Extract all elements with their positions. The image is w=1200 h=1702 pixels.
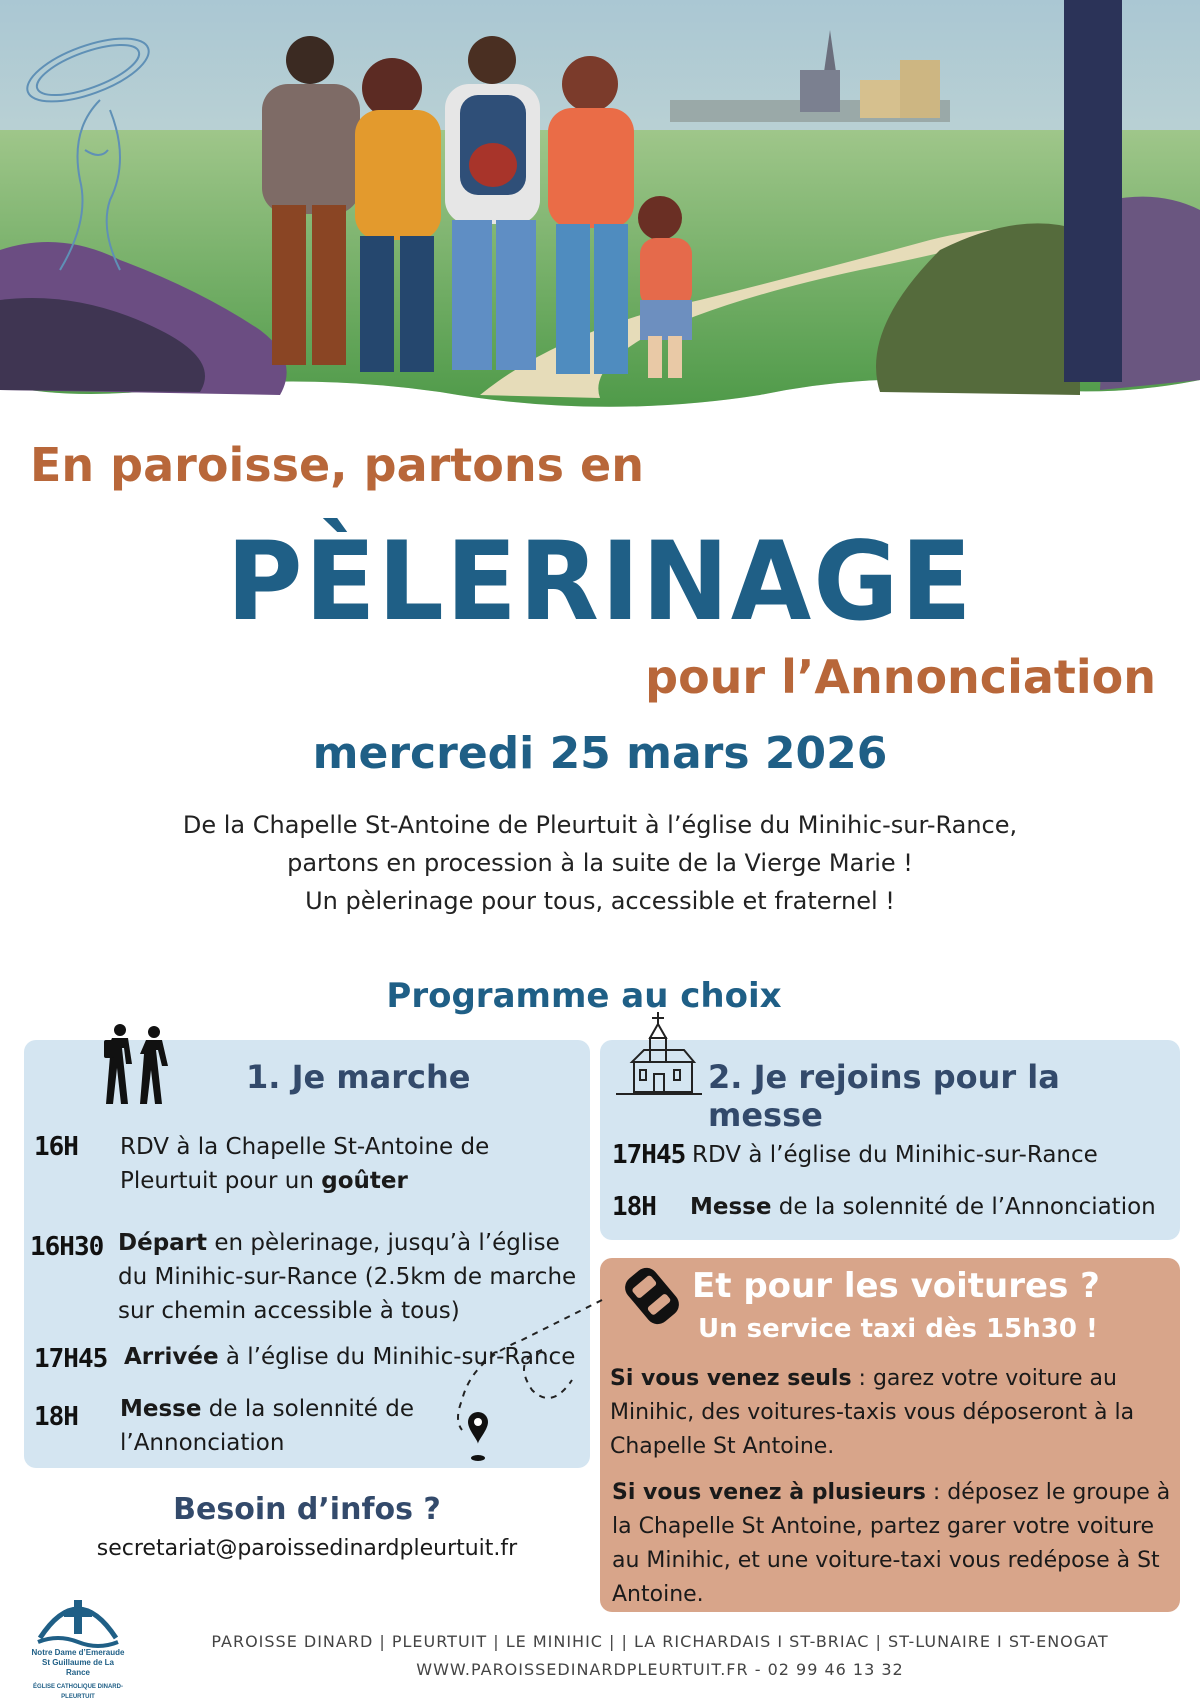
intro-line-3: Un pèlerinage pour tous, accessible et fraternel ! xyxy=(305,887,895,915)
walk-item-3: Arrivée à l’église du Minihic-sur-Rance xyxy=(124,1344,576,1370)
walk-item-2: Départ en pèlerinage, jusqu’à l’église du Minihic-sur-Rance (2.5km de marche sur chemin accessible à tous) xyxy=(118,1230,577,1324)
mass-item-1: RDV à l’église du Minihic-sur-Rance xyxy=(692,1142,1098,1168)
event-date: mercredi 25 mars 2026 xyxy=(312,728,888,779)
walk-time-2: 16H30 xyxy=(30,1232,104,1262)
car-paragraph-1: Si vous venez seuls : garez votre voiture au Minihic, des voitures-taxis vous déposeront à la Chapelle St Antoine. xyxy=(610,1366,1135,1459)
walk-time-1: 16H xyxy=(34,1132,78,1162)
hero-illustration xyxy=(0,0,1200,420)
programme-title: Programme au choix xyxy=(386,976,782,1016)
mass-item-2: Messe de la solennité de l’Annonciation xyxy=(690,1194,1156,1220)
footer-parishes: PAROISSE DINARD | PLEURTUIT | LE MINIHIC | | LA RICHARDAIS I ST-BRIAC | ST-LUNAIRE I ST-ENOGAT xyxy=(211,1632,1109,1651)
intro-line-1: De la Chapelle St-Antoine de Pleurtuit à l’église du Minihic-sur-Rance, xyxy=(182,811,1018,839)
walk-title: 1. Je marche xyxy=(246,1058,471,1096)
walk-item-4: Messe de la solennité de l’Annonciation xyxy=(120,1396,415,1456)
mass-time-1: 17H45 xyxy=(612,1140,686,1170)
headline-intro: En paroisse, partons en xyxy=(30,438,644,492)
mass-time-2: 18H xyxy=(612,1192,656,1222)
walk-item-1: RDV à la Chapelle St-Antoine de Pleurtuit pour un goûter xyxy=(120,1134,490,1194)
parish-logo xyxy=(30,1590,126,1700)
logo-text: Notre Dame d’Emeraude St Guillaume de La Rance ÉGLISE CATHOLIQUE DINARD-PLEURTUIT xyxy=(31,1648,125,1700)
car-icon xyxy=(618,1262,686,1330)
car-box xyxy=(600,1258,1180,1612)
walk-time-4: 18H xyxy=(34,1402,78,1432)
intro-line-2: partons en procession à la suite de la Vierge Marie ! xyxy=(287,849,913,877)
church-icon xyxy=(614,1010,704,1100)
car-paragraph-2: Si vous venez à plusieurs : déposez le groupe à la Chapelle St Antoine, partez garer votre voiture au Minihic, et une voiture-taxi vous redépose à St Antoine. xyxy=(612,1480,1171,1607)
route-decoration xyxy=(452,1290,612,1480)
headline-pelerinage: PÈLERINAGE xyxy=(226,516,974,646)
footer-website[interactable]: WWW.PAROISSEDINARDPLEURTUIT.FR - 02 99 46 13 32 xyxy=(416,1660,904,1679)
infos-email[interactable]: secretariat@paroissedinardpleurtuit.fr xyxy=(96,1536,518,1561)
mass-box xyxy=(600,1040,1180,1240)
map-pin-icon xyxy=(468,1412,488,1461)
car-title: Et pour les voitures ? xyxy=(692,1266,1100,1306)
infos-title: Besoin d’infos ? xyxy=(173,1492,441,1527)
car-subtitle: Un service taxi dès 15h30 ! xyxy=(698,1314,1098,1344)
mass-title: 2. Je rejoins pour la messe xyxy=(708,1058,1060,1134)
hikers-icon xyxy=(102,1022,178,1106)
headline-annonciation: pour l’Annonciation xyxy=(645,650,1156,704)
intro-text xyxy=(0,806,1200,920)
walk-time-3: 17H45 xyxy=(34,1344,108,1374)
